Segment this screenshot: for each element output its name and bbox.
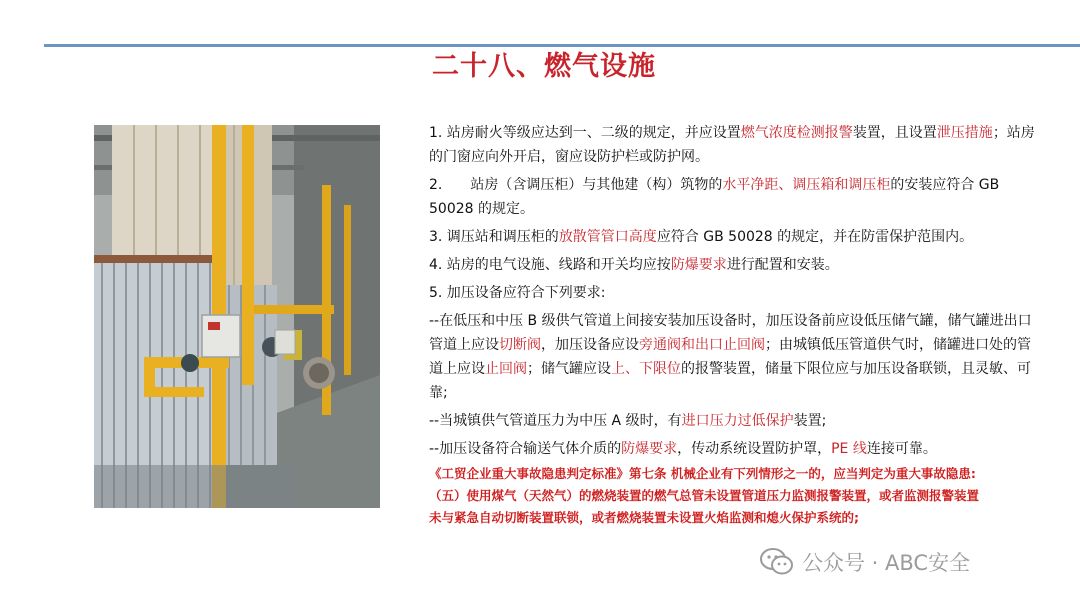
highlight-text: 进口压力过低保护 <box>681 413 794 429</box>
item-5-sub-3: --加压设备符合输送气体介质的防爆要求，传动系统设置防护罩，PE 线连接可靠。 <box>429 441 937 457</box>
item-5: 5. 加压设备应符合下列要求: <box>429 285 606 301</box>
highlight-text: 放散管管口高度 <box>558 229 657 245</box>
requirements-text <box>429 121 1039 529</box>
watermark-text: 公众号 · ABC安全 <box>802 551 971 575</box>
highlight-text: 水平净距、调压箱和调压柜 <box>722 177 891 193</box>
standard-note-3: 未与紧急自动切断装置联锁，或者燃烧装置未设置火焰监测和熄火保护系统的; <box>429 510 860 525</box>
highlight-text: 上、下限位 <box>611 361 681 377</box>
highlight-text: 燃气浓度检测报警 <box>740 125 853 141</box>
item-2: 2. 站房（含调压柜）与其他建（构）筑物的水平净距、调压箱和调压柜的安装应符合 GB 50028 的规定。 <box>429 177 1000 217</box>
highlight-text: 防爆要求 <box>621 441 678 457</box>
item-4: 4. 站房的电气设施、线路和开关均应按防爆要求进行配置和安装。 <box>429 257 839 273</box>
wechat-icon <box>760 548 794 576</box>
highlight-text: 泄压措施 <box>936 125 993 141</box>
highlight-text: 旁通阀和出口止回阀 <box>639 337 765 353</box>
item-5-sub-1: --在低压和中压 B 级供气管道上间接安装加压设备时，加压设备前应设低压储气罐，储气罐进出口管道上应设切断阀，加压设备应设旁通阀和出口止回阀；由城镇低压管道供气时，储罐进口处的管道上应设止回阀；储气罐应设上、下限位的报警装置，储量下限位应与加压设备联锁，且灵敏、可靠; <box>429 313 1032 401</box>
standard-note-2: （五）使用煤气（天然气）的燃烧装置的燃气总管未设置管道压力监测报警装置，或者监测报警装置 <box>429 488 980 503</box>
gas-facility-photo <box>94 125 380 508</box>
highlight-text: 止回阀 <box>485 361 527 377</box>
watermark <box>760 547 970 577</box>
page-title: 二十八、燃气设施 <box>432 51 656 82</box>
highlight-text: PE 线 <box>831 441 867 457</box>
highlight-text: 切断阀 <box>499 337 541 353</box>
standard-note-1: 《工贸企业重大事故隐患判定标准》第七条 机械企业有下列情形之一的，应当判定为重大事故隐患: <box>429 466 976 481</box>
item-5-sub-2: --当城镇供气管道压力为中压 A 级时，有进口压力过低保护装置; <box>429 413 827 429</box>
highlight-text: 防爆要求 <box>670 257 727 273</box>
item-3: 3. 调压站和调压柜的放散管管口高度应符合 GB 50028 的规定，并在防雷保护范围内。 <box>429 229 974 245</box>
item-1: 1. 站房耐火等级应达到一、二级的规定，并应设置燃气浓度检测报警装置，且设置泄压措施；站房的门窗应向外开启，窗应设防护栏或防护网。 <box>429 125 1035 165</box>
